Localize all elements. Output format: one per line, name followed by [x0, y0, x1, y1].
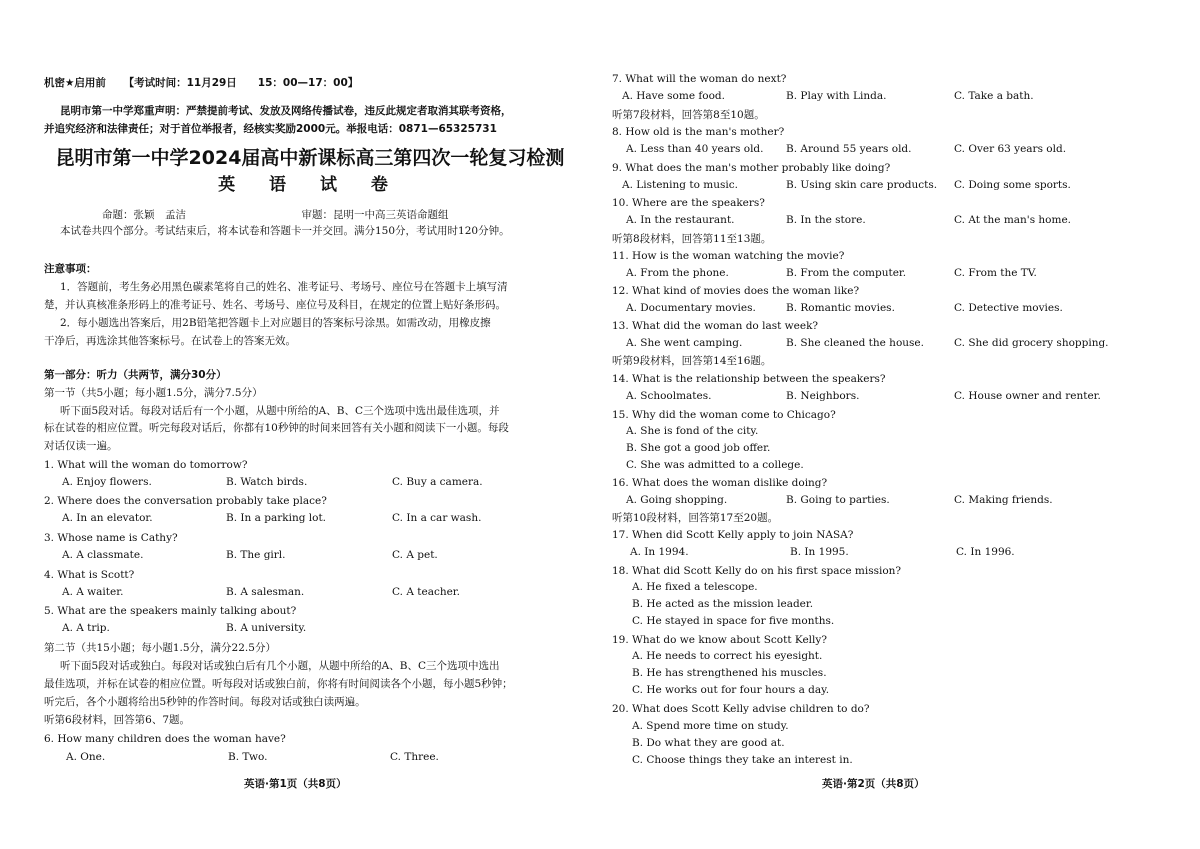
q11-option-c: C. From the TV.	[954, 267, 1037, 279]
exam-title: 昆明市第一中学2024届高中新课标高三第四次一轮复习检测	[55, 147, 565, 169]
question-1: 1. What will the woman do tomorrow?	[44, 459, 248, 471]
page-2-footer: 英语·第2页（共8页）	[822, 778, 925, 790]
q12-option-a: A. Documentary movies.	[626, 302, 756, 314]
material-9-heading: 听第9段材料，回答第14至16题。	[612, 355, 772, 367]
q16-option-c: C. Making friends.	[954, 494, 1053, 506]
section-2-instruction-1: 听下面5段对话或独白。每段对话或独白后有几个小题，从题中所给的A、B、C三个选项中选出	[60, 660, 500, 672]
q7-option-b: B. Play with Linda.	[786, 90, 887, 102]
q9-option-b: B. Using skin care products.	[786, 179, 938, 191]
confidential-label: 机密★启用前	[44, 77, 106, 89]
authors-line: 命题：张颖 孟洁 审题：昆明一中高三英语命题组	[102, 209, 449, 221]
q20-option-c: C. Choose things they take an interest in.	[632, 754, 853, 766]
q8-option-b: B. Around 55 years old.	[786, 143, 912, 155]
q12-option-c: C. Detective movies.	[954, 302, 1063, 314]
material-6-heading: 听第6段材料，回答第6、7题。	[44, 714, 191, 726]
q18-option-c: C. He stayed in space for five months.	[632, 615, 835, 627]
q19-option-b: B. He has strengthened his muscles.	[632, 667, 827, 679]
q5-option-b: B. A university.	[226, 622, 307, 634]
question-11: 11. How is the woman watching the movie?	[612, 250, 845, 262]
question-16: 16. What does the woman dislike doing?	[612, 477, 828, 489]
statement-line-1: 昆明市第一中学郑重声明：严禁提前考试、发放及网络传播试卷，违反此规定者取消其联考资格，	[60, 105, 512, 117]
q8-option-c: C. Over 63 years old.	[954, 143, 1067, 155]
q4-option-a: A. A waiter.	[62, 586, 124, 598]
q18-option-b: B. He acted as the mission leader.	[632, 598, 814, 610]
question-17: 17. When did Scott Kelly apply to join NASA?	[612, 529, 854, 541]
q5-option-a: A. A trip.	[62, 622, 110, 634]
q2-option-c: C. In a car wash.	[392, 512, 482, 524]
q8-option-a: A. Less than 40 years old.	[626, 143, 764, 155]
q14-option-c: C. House owner and renter.	[954, 390, 1101, 402]
material-8-heading: 听第8段材料，回答第11至13题。	[612, 233, 772, 245]
section-2-heading: 第二节（共15小题；每小题1.5分，满分22.5分）	[44, 642, 276, 654]
q3-option-b: B. The girl.	[226, 549, 286, 561]
header-line	[44, 76, 358, 90]
statement-line-2: 并追究经济和法律责任；对于首位举报者，经核实奖励2000元。举报电话：0871—65325731	[44, 123, 497, 135]
question-15: 15. Why did the woman come to Chicago?	[612, 409, 836, 421]
material-7-heading: 听第7段材料，回答第8至10题。	[612, 109, 765, 121]
question-3: 3. Whose name is Cathy?	[44, 532, 178, 544]
material-10-heading: 听第10段材料，回答第17至20题。	[612, 512, 779, 524]
q3-option-c: C. A pet.	[392, 549, 438, 561]
exam-subtitle: 英 语 试 卷	[218, 175, 402, 195]
question-4: 4. What is Scott?	[44, 569, 135, 581]
q20-option-b: B. Do what they are good at.	[632, 737, 785, 749]
q2-option-b: B. In a parking lot.	[226, 512, 327, 524]
q16-option-b: B. Going to parties.	[786, 494, 890, 506]
part-1-heading: 第一部分：听力（共两节，满分30分）	[44, 369, 227, 381]
q1-option-a: A. Enjoy flowers.	[62, 476, 152, 488]
q15-option-c: C. She was admitted to a college.	[626, 459, 804, 471]
q19-option-c: C. He works out for four hours a day.	[632, 684, 830, 696]
q9-option-c: C. Doing some sports.	[954, 179, 1071, 191]
q16-option-a: A. Going shopping.	[626, 494, 728, 506]
q9-option-a: A. Listening to music.	[622, 179, 738, 191]
q6-option-b: B. Two.	[228, 751, 268, 763]
q20-option-a: A. Spend more time on study.	[632, 720, 789, 732]
q11-option-a: A. From the phone.	[626, 267, 729, 279]
q11-option-b: B. From the computer.	[786, 267, 907, 279]
q1-option-b: B. Watch birds.	[226, 476, 308, 488]
q7-option-c: C. Take a bath.	[954, 90, 1034, 102]
q17-option-b: B. In 1995.	[790, 546, 849, 558]
exam-time: 【考试时间：11月29日 15：00—17：00】	[123, 77, 359, 89]
section-1-instruction-3: 对话仅读一遍。	[44, 440, 118, 452]
q14-option-a: A. Schoolmates.	[626, 390, 712, 402]
q1-option-c: C. Buy a camera.	[392, 476, 483, 488]
q10-option-a: A. In the restaurant.	[626, 214, 735, 226]
note-2-line-2: 干净后，再选涂其他答案标号。在试卷上的答案无效。	[44, 335, 296, 347]
question-20: 20. What does Scott Kelly advise children to do?	[612, 703, 870, 715]
q4-option-c: C. A teacher.	[392, 586, 461, 598]
question-6: 6. How many children does the woman have?	[44, 733, 286, 745]
question-10: 10. Where are the speakers?	[612, 197, 765, 209]
q15-option-a: A. She is fond of the city.	[626, 425, 759, 437]
question-14: 14. What is the relationship between the speakers?	[612, 373, 886, 385]
q10-option-c: C. At the man's home.	[954, 214, 1072, 226]
intro-line: 本试卷共四个部分。考试结束后，将本试卷和答题卡一并交回。满分150分，考试用时120分钟。	[60, 225, 510, 237]
exam-page-1	[44, 0, 576, 849]
exam-page-2	[612, 0, 1172, 849]
q13-option-b: B. She cleaned the house.	[786, 337, 924, 349]
q10-option-b: B. In the store.	[786, 214, 866, 226]
question-2: 2. Where does the conversation probably take place?	[44, 495, 327, 507]
q17-option-a: A. In 1994.	[630, 546, 689, 558]
q13-option-c: C. She did grocery shopping.	[954, 337, 1109, 349]
q12-option-b: B. Romantic movies.	[786, 302, 895, 314]
question-7: 7. What will the woman do next?	[612, 73, 787, 85]
section-1-instruction-1: 听下面5段对话。每段对话后有一个小题，从题中所给的A、B、C三个选项中选出最佳选项，并	[60, 405, 500, 417]
question-9: 9. What does the man's mother probably like doing?	[612, 162, 891, 174]
page-1-footer: 英语·第1页（共8页）	[244, 778, 347, 790]
question-8: 8. How old is the man's mother?	[612, 126, 785, 138]
q6-option-c: C. Three.	[390, 751, 439, 763]
note-1-line-1: 1．答题前，考生务必用黑色碳素笔将自己的姓名、准考证号、考场号、座位号在答题卡上填写清	[60, 281, 508, 293]
note-1-line-2: 楚，并认真核准条形码上的准考证号、姓名、考场号、座位号及科目，在规定的位置上贴好条形码。	[44, 299, 506, 311]
question-19: 19. What do we know about Scott Kelly?	[612, 634, 827, 646]
q15-option-b: B. She got a good job offer.	[626, 442, 771, 454]
question-18: 18. What did Scott Kelly do on his first space mission?	[612, 565, 902, 577]
q18-option-a: A. He fixed a telescope.	[632, 581, 758, 593]
section-2-instruction-3: 听完后，各个小题将给出5秒钟的作答时间。每段对话或独白读两遍。	[44, 696, 366, 708]
notes-heading: 注意事项：	[44, 263, 97, 275]
q4-option-b: B. A salesman.	[226, 586, 305, 598]
section-1-instruction-2: 标在试卷的相应位置。听完每段对话后，你都有10秒钟的时间来回答有关小题和阅读下一小题。每段	[44, 422, 509, 434]
q2-option-a: A. In an elevator.	[62, 512, 153, 524]
q14-option-b: B. Neighbors.	[786, 390, 860, 402]
q6-option-a: A. One.	[66, 751, 106, 763]
q7-option-a: A. Have some food.	[622, 90, 725, 102]
q13-option-a: A. She went camping.	[626, 337, 743, 349]
q17-option-c: C. In 1996.	[956, 546, 1015, 558]
question-5: 5. What are the speakers mainly talking about?	[44, 605, 297, 617]
section-1-heading: 第一节（共5小题；每小题1.5分，满分7.5分）	[44, 387, 263, 399]
question-12: 12. What kind of movies does the woman like?	[612, 285, 860, 297]
note-2-line-1: 2．每小题选出答案后，用2B铅笔把答题卡上对应题目的答案标号涂黑。如需改动，用橡皮擦	[60, 317, 491, 329]
q19-option-a: A. He needs to correct his eyesight.	[632, 650, 823, 662]
question-13: 13. What did the woman do last week?	[612, 320, 819, 332]
q3-option-a: A. A classmate.	[62, 549, 144, 561]
section-2-instruction-2: 最佳选项，并标在试卷的相应位置。听每段对话或独白前，你将有时间阅读各个小题，每小题5秒钟；	[44, 678, 513, 690]
